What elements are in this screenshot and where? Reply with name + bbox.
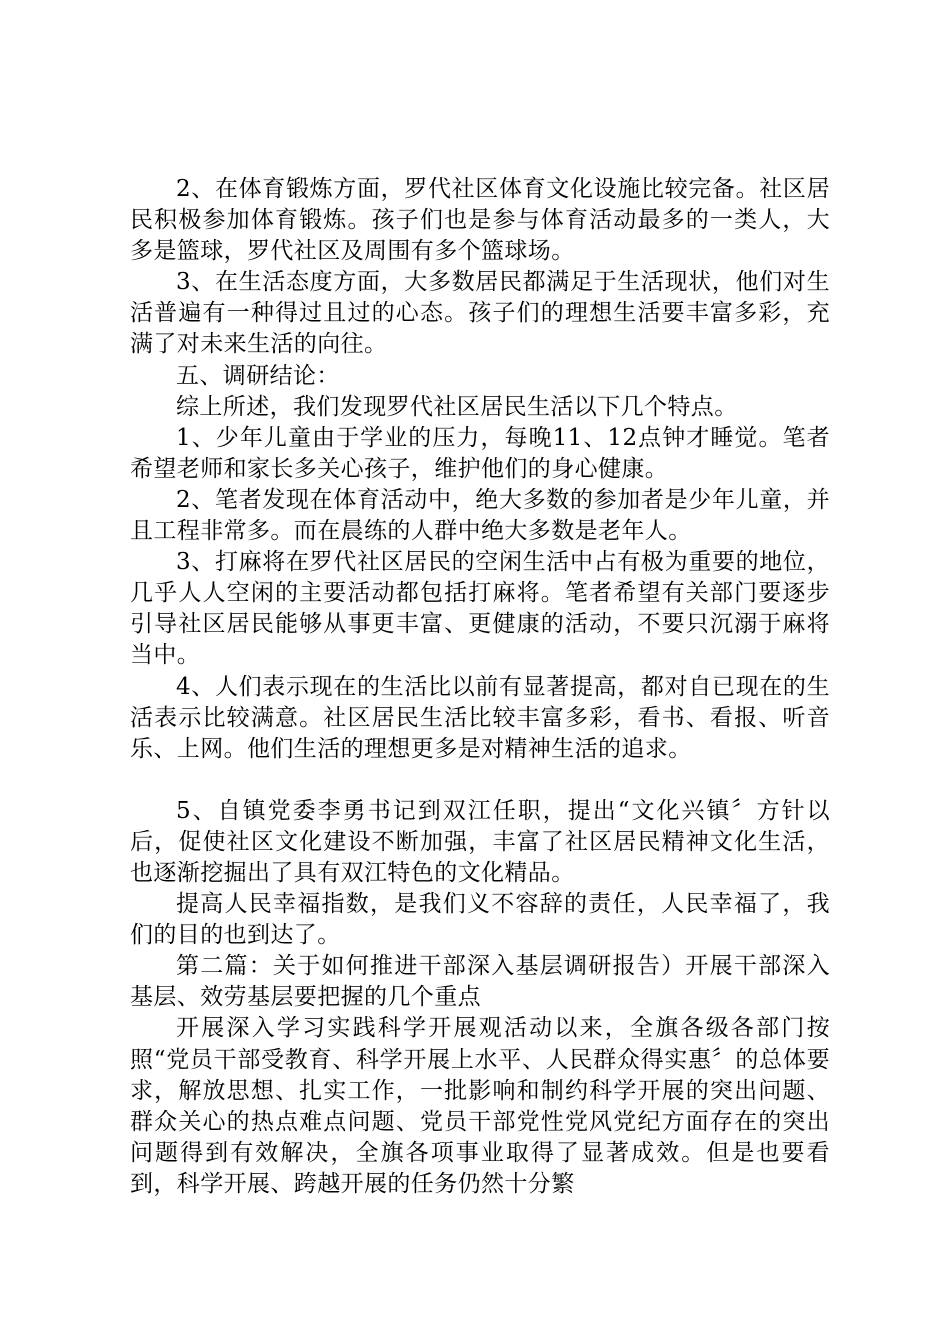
- section-title-part-two: 第二篇：关于如何推进干部深入基层调研报告）开展干部深入基层、效劳基层要把握的几个重点: [130, 953, 830, 1011]
- paragraph-attitude: 3、在生活态度方面，大多数居民都满足于生活现状，他们对生活普遍有一种得过且过的心态。孩子们的理想生活要丰富多彩，充满了对未来生活的向往。: [130, 269, 830, 358]
- paragraph-summary: 综上所述，我们发现罗代社区居民生活以下几个特点。: [176, 393, 738, 420]
- paragraph-closing: 提高人民幸福指数，是我们义不容辞的责任，人民幸福了，我们的目的也到达了。: [130, 891, 830, 949]
- paragraph-part-two-intro: 开展深入学习实践科学开展观活动以来，全旗各级各部门按照“党员干部受教育、科学开展上水平、人民群众得实惠〞的总体要求，解放思想、扎实工作，一批影响和制约科学开展的突出问题、群众关心的热点难点问题、党员干部党性党风党纪方面存在的突出问题得到有效解决，全旗各项事业取得了显著成效。但是也要看到，科学开展、跨越开展的任务仍然十分繁: [130, 1015, 830, 1197]
- paragraph-sports: 2、在体育锻炼方面，罗代社区体育文化设施比较完备。社区居民积极参加体育锻炼。孩子们也是参与体育活动最多的一类人，大多是篮球，罗代社区及周围有多个篮球场。: [130, 176, 830, 265]
- paragraph-conclusion-2: 2、笔者发现在体育活动中，绝大多数的参加者是少年儿童，并且工程非常多。而在晨练的人群中绝大多数是老年人。: [130, 486, 830, 545]
- paragraph-conclusion-5: 5、自镇党委李勇书记到双江任职，提出“文化兴镇〞方针以后，促使社区文化建设不断加强，丰富了社区居民精神文化生活，也逐渐挖掘出了具有双江特色的文化精品。: [130, 797, 830, 886]
- paragraph-conclusion-1: 1、少年儿童由于学业的压力，每晚11、12点钟才睡觉。笔者希望老师和家长多关心孩子，维护他们的身心健康。: [130, 424, 830, 482]
- section-heading-conclusion: 五、调研结论：: [176, 362, 340, 389]
- blank-line: [130, 765, 830, 796]
- document-body: [130, 174, 830, 1200]
- paragraph-conclusion-4: 4、人们表示现在的生活比以前有显著提高，都对自已现在的生活表示比较满意。社区居民生活比较丰富多彩，看书、看报、听音乐、上网。他们生活的理想更多是对精神生活的追求。: [130, 673, 830, 762]
- paragraph-conclusion-3: 3、打麻将在罗代社区居民的空闲生活中占有极为重要的地位，几乎人人空闲的主要活动都包括打麻将。笔者希望有关部门要逐步引导社区居民能够从事更丰富、更健康的活动，不要只沉溺于麻将当中。: [130, 549, 830, 669]
